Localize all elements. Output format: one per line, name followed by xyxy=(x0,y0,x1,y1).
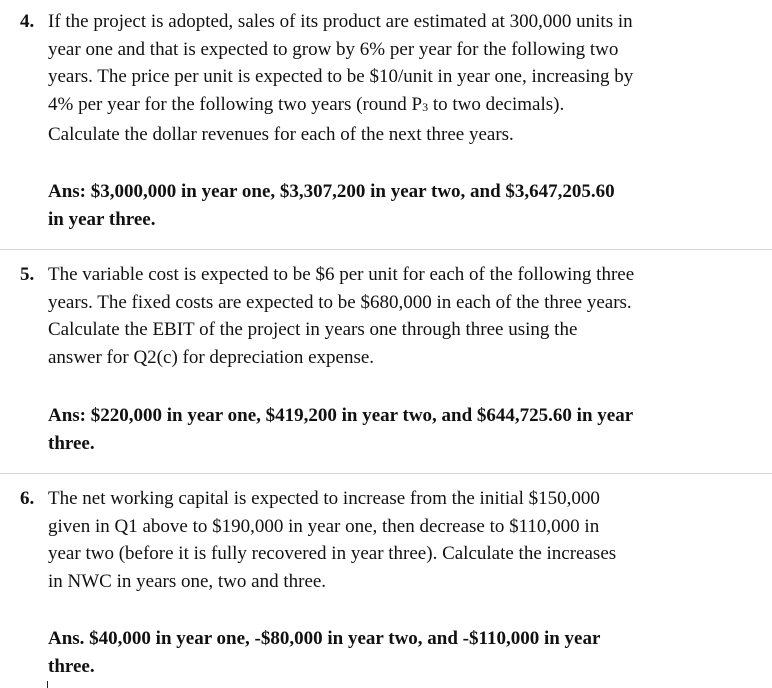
question-6 xyxy=(20,485,760,595)
question-number: 6. xyxy=(20,488,35,509)
question-5 xyxy=(20,261,760,371)
subscript: 3 xyxy=(422,99,429,114)
section-divider xyxy=(0,473,772,474)
section-divider xyxy=(0,249,772,250)
question-4 xyxy=(20,8,760,149)
answer-4: Ans: $3,000,000 in year one, $3,307,200 in year two, and $3,647,205.60 in year three. xyxy=(48,181,615,230)
answer-5: Ans: $220,000 in year one, $419,200 in year two, and $644,725.60 in year three. xyxy=(48,405,634,454)
question-text: The variable cost is expected to be $6 per unit for each of the following three years. The fixed costs are expected to be $680,000 in each of the three years. Calculate the EBIT of the project in years one through three using the answer for Q2(c) for depreciation expense. xyxy=(48,264,635,368)
text-cursor xyxy=(47,681,48,688)
answer-6: Ans. $40,000 in year one, -$80,000 in year two, and -$110,000 in year three. xyxy=(48,628,601,677)
question-text xyxy=(48,8,760,149)
question-number: 5. xyxy=(20,264,35,285)
question-number: 4. xyxy=(20,11,35,32)
question-text-part: to two decimals). Calculate the dollar revenues for each of the next three years. xyxy=(48,93,565,145)
question-text: The net working capital is expected to increase from the initial $150,000 given in Q1 above to $190,000 in year one, then decrease to $110,000 in year two (before it is fully recovered in year three). Calculate the increases in NWC in years one, two and three. xyxy=(48,488,617,592)
question-text-part: If the project is adopted, sales of its product are estimated at 300,000 units in year one and that is expected to grow by 6% per year for the following two years. The price per unit is expected to be $10/unit in year one, increasing by 4% per year for the following two years (round P xyxy=(48,11,634,115)
